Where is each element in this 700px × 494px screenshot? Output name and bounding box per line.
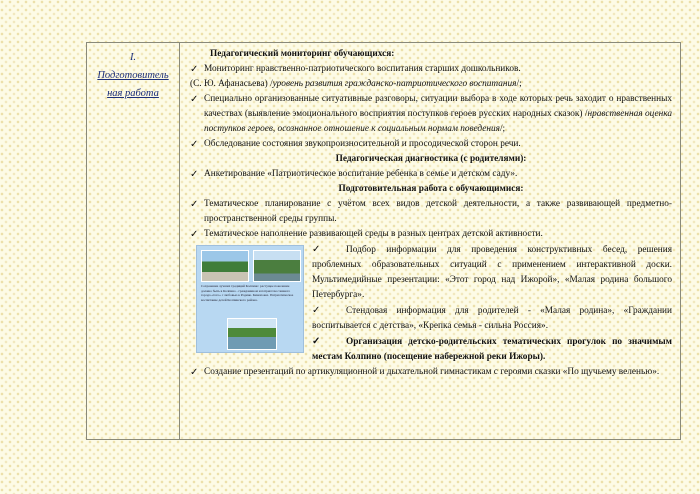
heading-preparation: Подготовительная работа с обучающимися:: [338, 184, 524, 194]
list-item: ✓ Тематическое наполнение развивающей среды в разных центрах детской активности.: [190, 229, 543, 240]
check-icon: ✓: [312, 336, 321, 347]
photo-park: [201, 250, 249, 282]
photo-caption: Сохранение лучших традиций Колпино: растущее поколение должно быть в Колпино - гражданином и патриотом славного города «того» с любовью к Родине. Кинопоказ. Патриотическое воспитание детей Колпинского района.: [201, 284, 294, 302]
check-icon: ✓: [312, 305, 321, 316]
list-item: ✓ Тематическое планирование с учётом всех видов детской деятельности, а также развивающей предметно-пространственной среды группы.: [190, 199, 672, 224]
content-column: [180, 43, 680, 439]
list-item-continuation: (С. Ю. Афанасьева) /уровень развития гражданско-патриотического воспитания/;: [190, 79, 522, 89]
list-item: ✓ Подбор информации для проведения конструктивных бесед, решения проблемных образовательных ситуаций с применением интерактивной доски. Мультимедийные презентации: «Этот город над Ижорой», «Малая родина большого Петербурга».: [312, 244, 672, 300]
check-icon: ✓: [190, 229, 199, 240]
list-item: ✓ Организация детско-родительских тематических прогулок по значимым местам Колпино (посещение набережной реки Ижоры).: [312, 336, 672, 362]
check-icon: ✓: [190, 139, 199, 150]
list-item: ✓ Стендовая информация для родителей - «Малая родина», «Граждании воспитывается с детства», «Крепка семья - сильна Россия».: [312, 305, 672, 331]
check-icon: ✓: [190, 199, 199, 210]
list-item: ✓ Анкетирование «Патриотическое воспитание ребенка в семье и детском саду».: [190, 169, 518, 180]
list-item: ✓ Специально организованные ситуативные разговоры, ситуации выбора в ходе которых речь заходит о нравственных качествах (выявление эмоционального восприятия поступков героев русских народных сказок) /нравственная оценка поступков героев, осознанное отношение к социальным нормам поведения/;: [190, 94, 672, 134]
list-item: ✓ Обследование состояния звукопроизносительной и просодической сторон речи.: [190, 139, 521, 150]
list-item: ✓ Мониторинг нравственно-патриотического воспитания старших дошкольников.: [190, 64, 521, 75]
check-icon: ✓: [190, 169, 199, 180]
heading-monitoring: Педагогический мониторинг обучающихся:: [210, 49, 395, 59]
photo-embankment: [227, 318, 277, 350]
heading-diagnostics: Педагогическая диагностика (с родителями):: [335, 154, 527, 164]
check-icon: ✓: [312, 244, 321, 255]
document-table: [86, 42, 681, 440]
section-title-line-2: ная работа: [107, 88, 159, 99]
section-number: I.: [129, 52, 137, 63]
list-item: ✓ Создание презентаций по артикуляционной и дыхательной гимнастикам с героями сказки «По щучьему веленью».: [190, 367, 660, 378]
check-icon: ✓: [190, 94, 199, 105]
wrapped-items: [312, 242, 672, 365]
section-column: [87, 43, 180, 439]
photo-river: [253, 250, 301, 282]
photo-collage: [196, 245, 304, 353]
check-icon: ✓: [190, 367, 199, 378]
section-title-line-1: Подготовитель: [97, 70, 169, 81]
check-icon: ✓: [190, 64, 199, 75]
